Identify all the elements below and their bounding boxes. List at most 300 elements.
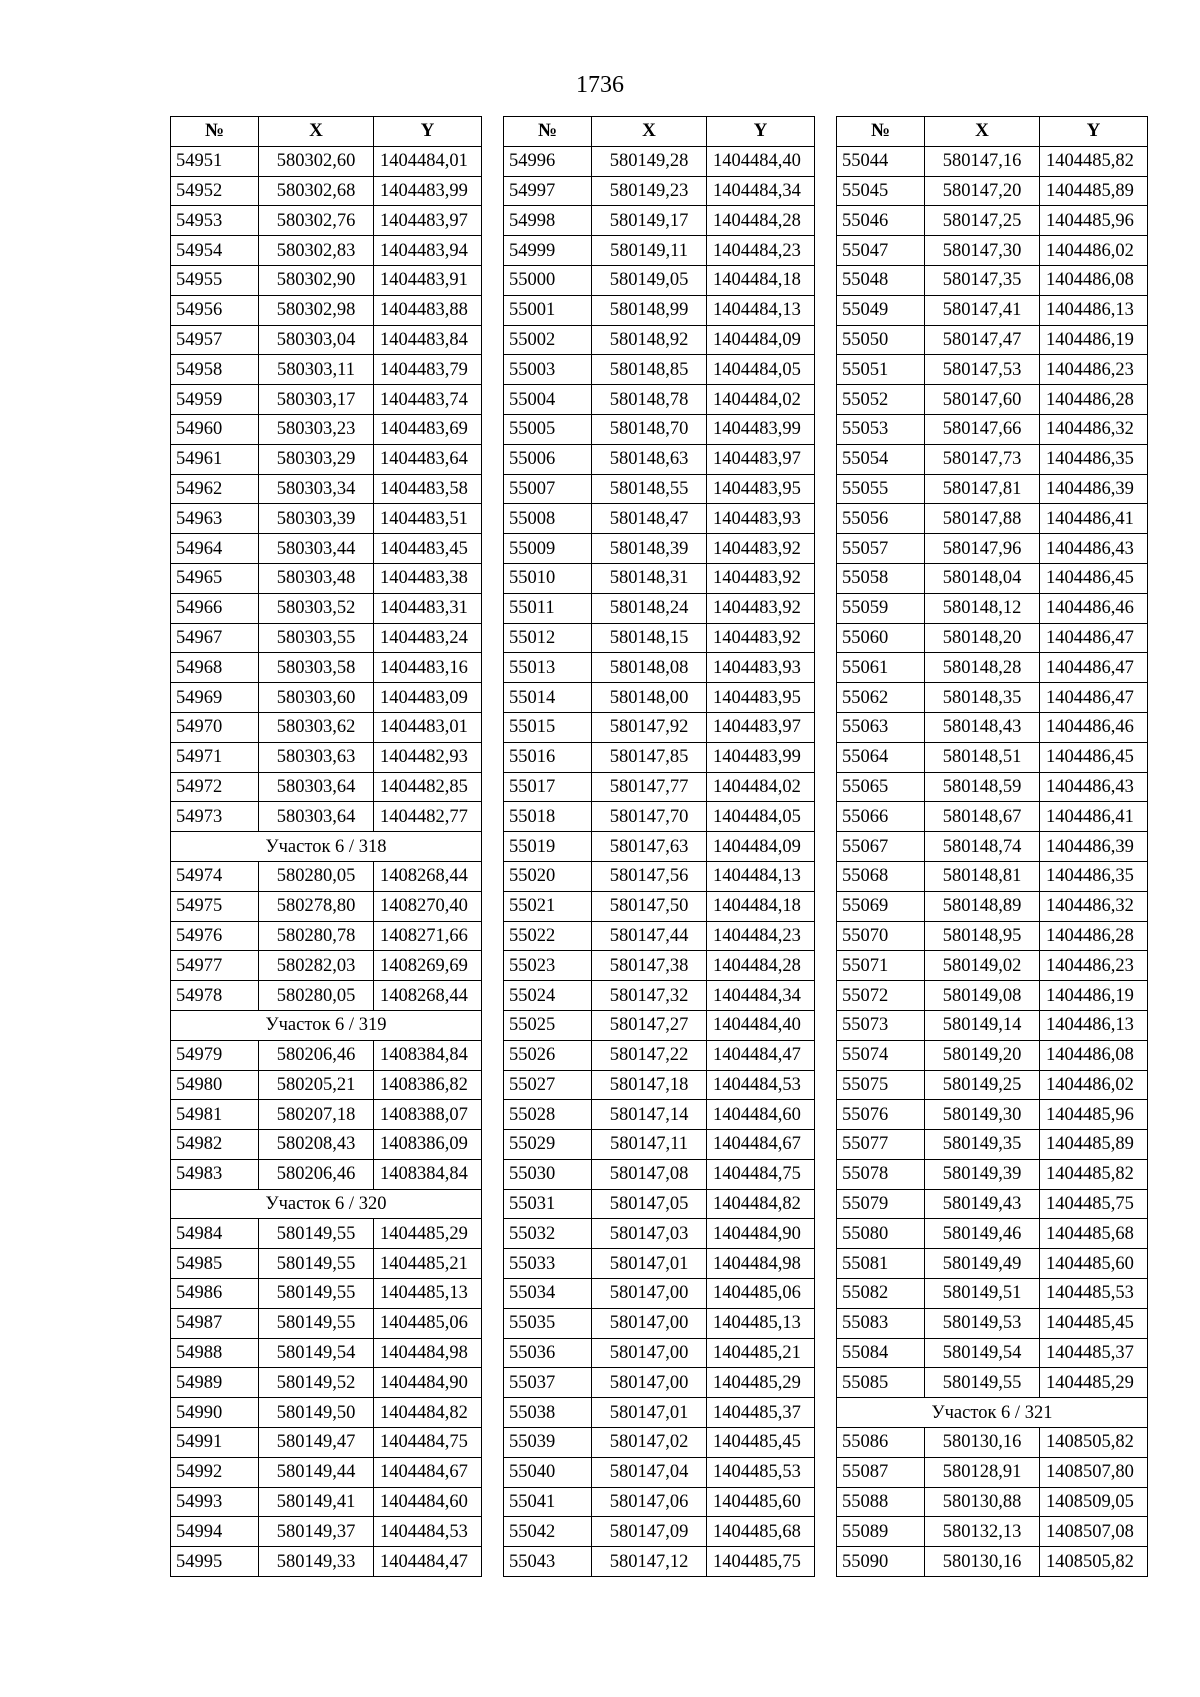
x-coordinate-cell: 580147,53 <box>925 355 1040 385</box>
x-coordinate-cell: 580303,55 <box>259 623 374 653</box>
x-coordinate-cell: 580147,38 <box>592 951 707 981</box>
x-coordinate-cell: 580149,49 <box>925 1249 1040 1279</box>
y-coordinate-cell: 1404483,24 <box>374 623 482 653</box>
x-coordinate-cell: 580148,59 <box>925 772 1040 802</box>
point-number-cell: 54995 <box>171 1547 259 1577</box>
x-coordinate-cell: 580149,52 <box>259 1368 374 1398</box>
table-row <box>837 921 1148 951</box>
table-row <box>837 712 1148 742</box>
x-coordinate-cell: 580280,78 <box>259 921 374 951</box>
table-row <box>504 981 815 1011</box>
y-coordinate-cell: 1404483,95 <box>707 474 815 504</box>
point-number-cell: 55032 <box>504 1219 592 1249</box>
y-coordinate-cell: 1404484,18 <box>707 891 815 921</box>
x-coordinate-cell: 580303,64 <box>259 802 374 832</box>
y-coordinate-cell: 1408384,84 <box>374 1040 482 1070</box>
point-number-cell: 55000 <box>504 265 592 295</box>
point-number-cell: 54961 <box>171 444 259 474</box>
section-label: Участок 6 / 321 <box>837 1398 1148 1428</box>
x-coordinate-cell: 580303,48 <box>259 563 374 593</box>
point-number-cell: 54983 <box>171 1159 259 1189</box>
table-row <box>837 683 1148 713</box>
x-coordinate-cell: 580147,06 <box>592 1487 707 1517</box>
table-row <box>171 414 482 444</box>
y-coordinate-cell: 1404483,64 <box>374 444 482 474</box>
point-number-cell: 55054 <box>837 444 925 474</box>
x-coordinate-cell: 580149,02 <box>925 951 1040 981</box>
y-coordinate-cell: 1408386,09 <box>374 1130 482 1160</box>
table-row <box>837 1308 1148 1338</box>
point-number-cell: 54962 <box>171 474 259 504</box>
point-number-cell: 55052 <box>837 385 925 415</box>
y-coordinate-cell: 1404484,75 <box>374 1428 482 1458</box>
table-row <box>171 325 482 355</box>
x-coordinate-cell: 580147,01 <box>592 1249 707 1279</box>
x-coordinate-cell: 580280,05 <box>259 861 374 891</box>
table-row <box>171 563 482 593</box>
column-header-y: Y <box>1040 117 1148 147</box>
page-number: 1736 <box>576 72 624 98</box>
y-coordinate-cell: 1404485,29 <box>1040 1368 1148 1398</box>
table-body <box>837 146 1148 1576</box>
x-coordinate-cell: 580149,54 <box>925 1338 1040 1368</box>
x-coordinate-cell: 580208,43 <box>259 1130 374 1160</box>
y-coordinate-cell: 1404484,82 <box>374 1398 482 1428</box>
point-number-cell: 54976 <box>171 921 259 951</box>
y-coordinate-cell: 1404485,82 <box>1040 1159 1148 1189</box>
x-coordinate-cell: 580147,44 <box>592 921 707 951</box>
y-coordinate-cell: 1404483,69 <box>374 414 482 444</box>
table-row <box>837 593 1148 623</box>
table-row <box>504 593 815 623</box>
coordinate-table-1 <box>170 116 482 1577</box>
point-number-cell: 54977 <box>171 951 259 981</box>
x-coordinate-cell: 580147,35 <box>925 265 1040 295</box>
column-header-number: № <box>837 117 925 147</box>
x-coordinate-cell: 580147,32 <box>592 981 707 1011</box>
x-coordinate-cell: 580147,77 <box>592 772 707 802</box>
point-number-cell: 54955 <box>171 265 259 295</box>
y-coordinate-cell: 1404484,67 <box>707 1130 815 1160</box>
table-row <box>504 921 815 951</box>
x-coordinate-cell: 580149,55 <box>925 1368 1040 1398</box>
table-row <box>504 1219 815 1249</box>
x-coordinate-cell: 580303,23 <box>259 414 374 444</box>
x-coordinate-cell: 580282,03 <box>259 951 374 981</box>
x-coordinate-cell: 580147,04 <box>592 1457 707 1487</box>
table-row <box>837 1428 1148 1458</box>
table-row <box>837 1487 1148 1517</box>
y-coordinate-cell: 1404485,60 <box>1040 1249 1148 1279</box>
table-row <box>837 832 1148 862</box>
point-number-cell: 55089 <box>837 1517 925 1547</box>
table-row <box>504 951 815 981</box>
table-row <box>837 265 1148 295</box>
y-coordinate-cell: 1404483,92 <box>707 593 815 623</box>
table-row <box>837 742 1148 772</box>
x-coordinate-cell: 580149,35 <box>925 1130 1040 1160</box>
point-number-cell: 54989 <box>171 1368 259 1398</box>
y-coordinate-cell: 1408509,05 <box>1040 1487 1148 1517</box>
table-row <box>171 772 482 802</box>
x-coordinate-cell: 580303,04 <box>259 325 374 355</box>
y-coordinate-cell: 1408384,84 <box>374 1159 482 1189</box>
x-coordinate-cell: 580149,50 <box>259 1398 374 1428</box>
y-coordinate-cell: 1404483,92 <box>707 563 815 593</box>
point-number-cell: 55084 <box>837 1338 925 1368</box>
point-number-cell: 54994 <box>171 1517 259 1547</box>
table-row <box>837 951 1148 981</box>
point-number-cell: 55083 <box>837 1308 925 1338</box>
point-number-cell: 54986 <box>171 1279 259 1309</box>
point-number-cell: 55012 <box>504 623 592 653</box>
point-number-cell: 54974 <box>171 861 259 891</box>
table-row <box>837 1219 1148 1249</box>
y-coordinate-cell: 1404483,74 <box>374 385 482 415</box>
table-row <box>171 1517 482 1547</box>
column-header-number: № <box>171 117 259 147</box>
y-coordinate-cell: 1404483,95 <box>707 683 815 713</box>
point-number-cell: 55048 <box>837 265 925 295</box>
table-row <box>504 206 815 236</box>
point-number-cell: 55076 <box>837 1100 925 1130</box>
table-row <box>504 683 815 713</box>
x-coordinate-cell: 580149,54 <box>259 1338 374 1368</box>
table-row <box>171 206 482 236</box>
y-coordinate-cell: 1404483,88 <box>374 295 482 325</box>
y-coordinate-cell: 1404483,51 <box>374 504 482 534</box>
x-coordinate-cell: 580147,03 <box>592 1219 707 1249</box>
point-number-cell: 55064 <box>837 742 925 772</box>
y-coordinate-cell: 1404486,41 <box>1040 802 1148 832</box>
x-coordinate-cell: 580206,46 <box>259 1040 374 1070</box>
point-number-cell: 55035 <box>504 1308 592 1338</box>
y-coordinate-cell: 1404484,40 <box>707 1010 815 1040</box>
y-coordinate-cell: 1404483,84 <box>374 325 482 355</box>
point-number-cell: 55085 <box>837 1368 925 1398</box>
table-row <box>504 1398 815 1428</box>
point-number-cell: 54954 <box>171 236 259 266</box>
x-coordinate-cell: 580149,55 <box>259 1249 374 1279</box>
x-coordinate-cell: 580149,25 <box>925 1070 1040 1100</box>
table-row <box>837 1368 1148 1398</box>
table-row <box>504 1040 815 1070</box>
table-body <box>171 146 482 1576</box>
x-coordinate-cell: 580302,76 <box>259 206 374 236</box>
x-coordinate-cell: 580303,58 <box>259 653 374 683</box>
table-row <box>504 1070 815 1100</box>
table-row <box>504 474 815 504</box>
point-number-cell: 54992 <box>171 1457 259 1487</box>
column-header-x: X <box>592 117 707 147</box>
y-coordinate-cell: 1404485,13 <box>707 1308 815 1338</box>
table-row <box>504 385 815 415</box>
point-number-cell: 55045 <box>837 176 925 206</box>
y-coordinate-cell: 1404485,37 <box>1040 1338 1148 1368</box>
y-coordinate-cell: 1404486,28 <box>1040 921 1148 951</box>
point-number-cell: 54978 <box>171 981 259 1011</box>
x-coordinate-cell: 580148,89 <box>925 891 1040 921</box>
point-number-cell: 54965 <box>171 563 259 593</box>
x-coordinate-cell: 580149,14 <box>925 1010 1040 1040</box>
point-number-cell: 55046 <box>837 206 925 236</box>
table-row <box>837 295 1148 325</box>
table-row <box>504 861 815 891</box>
point-number-cell: 54953 <box>171 206 259 236</box>
x-coordinate-cell: 580148,67 <box>925 802 1040 832</box>
x-coordinate-cell: 580147,66 <box>925 414 1040 444</box>
y-coordinate-cell: 1404483,99 <box>707 742 815 772</box>
point-number-cell: 55031 <box>504 1189 592 1219</box>
table-row <box>504 1428 815 1458</box>
y-coordinate-cell: 1408505,82 <box>1040 1428 1148 1458</box>
y-coordinate-cell: 1404486,35 <box>1040 444 1148 474</box>
section-row <box>171 1010 482 1040</box>
y-coordinate-cell: 1404484,90 <box>374 1368 482 1398</box>
x-coordinate-cell: 580207,18 <box>259 1100 374 1130</box>
table-row <box>504 146 815 176</box>
y-coordinate-cell: 1408507,80 <box>1040 1457 1148 1487</box>
x-coordinate-cell: 580148,24 <box>592 593 707 623</box>
x-coordinate-cell: 580149,55 <box>259 1219 374 1249</box>
table-row <box>504 295 815 325</box>
table-row <box>171 623 482 653</box>
point-number-cell: 55041 <box>504 1487 592 1517</box>
table-row <box>837 1547 1148 1577</box>
x-coordinate-cell: 580149,23 <box>592 176 707 206</box>
point-number-cell: 55082 <box>837 1279 925 1309</box>
y-coordinate-cell: 1404485,29 <box>707 1368 815 1398</box>
table-row <box>504 534 815 564</box>
point-number-cell: 55027 <box>504 1070 592 1100</box>
y-coordinate-cell: 1404486,02 <box>1040 236 1148 266</box>
y-coordinate-cell: 1404484,05 <box>707 355 815 385</box>
y-coordinate-cell: 1404484,02 <box>707 385 815 415</box>
point-number-cell: 55034 <box>504 1279 592 1309</box>
y-coordinate-cell: 1404486,13 <box>1040 295 1148 325</box>
x-coordinate-cell: 580147,00 <box>592 1308 707 1338</box>
x-coordinate-cell: 580149,30 <box>925 1100 1040 1130</box>
table-row <box>171 265 482 295</box>
point-number-cell: 55006 <box>504 444 592 474</box>
table-row <box>837 385 1148 415</box>
y-coordinate-cell: 1404483,99 <box>707 414 815 444</box>
y-coordinate-cell: 1404484,13 <box>707 295 815 325</box>
point-number-cell: 54973 <box>171 802 259 832</box>
x-coordinate-cell: 580128,91 <box>925 1457 1040 1487</box>
table-row <box>171 1308 482 1338</box>
y-coordinate-cell: 1404484,28 <box>707 951 815 981</box>
table-row <box>837 504 1148 534</box>
y-coordinate-cell: 1408505,82 <box>1040 1547 1148 1577</box>
x-coordinate-cell: 580132,13 <box>925 1517 1040 1547</box>
table-row <box>504 1159 815 1189</box>
x-coordinate-cell: 580148,63 <box>592 444 707 474</box>
point-number-cell: 54972 <box>171 772 259 802</box>
x-coordinate-cell: 580149,55 <box>259 1308 374 1338</box>
point-number-cell: 55044 <box>837 146 925 176</box>
point-number-cell: 54979 <box>171 1040 259 1070</box>
point-number-cell: 54996 <box>504 146 592 176</box>
point-number-cell: 55042 <box>504 1517 592 1547</box>
section-row <box>171 832 482 862</box>
table-row <box>171 742 482 772</box>
point-number-cell: 55061 <box>837 653 925 683</box>
point-number-cell: 54958 <box>171 355 259 385</box>
table-row <box>837 325 1148 355</box>
y-coordinate-cell: 1404484,67 <box>374 1457 482 1487</box>
table-row <box>504 891 815 921</box>
y-coordinate-cell: 1404483,58 <box>374 474 482 504</box>
y-coordinate-cell: 1404484,47 <box>707 1040 815 1070</box>
y-coordinate-cell: 1404486,45 <box>1040 742 1148 772</box>
y-coordinate-cell: 1404484,09 <box>707 325 815 355</box>
x-coordinate-cell: 580147,22 <box>592 1040 707 1070</box>
y-coordinate-cell: 1404485,37 <box>707 1398 815 1428</box>
table-row <box>171 1100 482 1130</box>
x-coordinate-cell: 580147,96 <box>925 534 1040 564</box>
point-number-cell: 55058 <box>837 563 925 593</box>
x-coordinate-cell: 580149,11 <box>592 236 707 266</box>
table-row <box>837 1040 1148 1070</box>
table-row <box>171 1368 482 1398</box>
x-coordinate-cell: 580147,11 <box>592 1130 707 1160</box>
point-number-cell: 54970 <box>171 712 259 742</box>
point-number-cell: 54966 <box>171 593 259 623</box>
y-coordinate-cell: 1404484,23 <box>707 236 815 266</box>
y-coordinate-cell: 1404483,97 <box>707 444 815 474</box>
x-coordinate-cell: 580303,29 <box>259 444 374 474</box>
table-row <box>837 891 1148 921</box>
point-number-cell: 54951 <box>171 146 259 176</box>
x-coordinate-cell: 580147,47 <box>925 325 1040 355</box>
x-coordinate-cell: 580147,18 <box>592 1070 707 1100</box>
point-number-cell: 55022 <box>504 921 592 951</box>
table-row <box>504 742 815 772</box>
point-number-cell: 54971 <box>171 742 259 772</box>
table-row <box>171 1398 482 1428</box>
x-coordinate-cell: 580130,16 <box>925 1428 1040 1458</box>
x-coordinate-cell: 580147,00 <box>592 1279 707 1309</box>
y-coordinate-cell: 1404485,45 <box>1040 1308 1148 1338</box>
x-coordinate-cell: 580148,20 <box>925 623 1040 653</box>
point-number-cell: 55050 <box>837 325 925 355</box>
point-number-cell: 55003 <box>504 355 592 385</box>
y-coordinate-cell: 1404486,19 <box>1040 325 1148 355</box>
table-row <box>171 861 482 891</box>
table-body <box>504 146 815 1576</box>
x-coordinate-cell: 580149,51 <box>925 1279 1040 1309</box>
y-coordinate-cell: 1404484,23 <box>707 921 815 951</box>
table-row <box>171 295 482 325</box>
table-row <box>171 981 482 1011</box>
x-coordinate-cell: 580148,31 <box>592 563 707 593</box>
x-coordinate-cell: 580148,00 <box>592 683 707 713</box>
y-coordinate-cell: 1404485,82 <box>1040 146 1148 176</box>
y-coordinate-cell: 1404485,53 <box>707 1457 815 1487</box>
table-row <box>504 802 815 832</box>
table-row <box>504 236 815 266</box>
point-number-cell: 55036 <box>504 1338 592 1368</box>
y-coordinate-cell: 1404483,01 <box>374 712 482 742</box>
x-coordinate-cell: 580147,02 <box>592 1428 707 1458</box>
x-coordinate-cell: 580148,47 <box>592 504 707 534</box>
x-coordinate-cell: 580148,51 <box>925 742 1040 772</box>
y-coordinate-cell: 1404484,53 <box>707 1070 815 1100</box>
point-number-cell: 55070 <box>837 921 925 951</box>
y-coordinate-cell: 1404484,82 <box>707 1189 815 1219</box>
y-coordinate-cell: 1404486,02 <box>1040 1070 1148 1100</box>
x-coordinate-cell: 580147,60 <box>925 385 1040 415</box>
y-coordinate-cell: 1404483,45 <box>374 534 482 564</box>
point-number-cell: 54988 <box>171 1338 259 1368</box>
point-number-cell: 55077 <box>837 1130 925 1160</box>
table-row <box>837 444 1148 474</box>
table-row <box>837 176 1148 206</box>
x-coordinate-cell: 580147,01 <box>592 1398 707 1428</box>
y-coordinate-cell: 1404484,47 <box>374 1547 482 1577</box>
y-coordinate-cell: 1404485,06 <box>374 1308 482 1338</box>
x-coordinate-cell: 580147,05 <box>592 1189 707 1219</box>
x-coordinate-cell: 580147,30 <box>925 236 1040 266</box>
x-coordinate-cell: 580149,41 <box>259 1487 374 1517</box>
table-row <box>504 1249 815 1279</box>
x-coordinate-cell: 580149,46 <box>925 1219 1040 1249</box>
y-coordinate-cell: 1404486,23 <box>1040 355 1148 385</box>
y-coordinate-cell: 1404483,97 <box>374 206 482 236</box>
point-number-cell: 54952 <box>171 176 259 206</box>
y-coordinate-cell: 1404485,45 <box>707 1428 815 1458</box>
point-number-cell: 55043 <box>504 1547 592 1577</box>
table-row <box>504 176 815 206</box>
point-number-cell: 55038 <box>504 1398 592 1428</box>
y-coordinate-cell: 1404486,47 <box>1040 683 1148 713</box>
section-row <box>837 1398 1148 1428</box>
table-row <box>504 1487 815 1517</box>
y-coordinate-cell: 1404486,43 <box>1040 534 1148 564</box>
x-coordinate-cell: 580303,17 <box>259 385 374 415</box>
table-row <box>504 1189 815 1219</box>
table-row <box>504 1130 815 1160</box>
table-row <box>837 236 1148 266</box>
table-row <box>837 355 1148 385</box>
coordinate-table-2 <box>503 116 815 1577</box>
point-number-cell: 55014 <box>504 683 592 713</box>
table-row <box>504 444 815 474</box>
coordinate-table-3 <box>836 116 1148 1577</box>
x-coordinate-cell: 580147,63 <box>592 832 707 862</box>
table-row <box>504 653 815 683</box>
table-row <box>837 1100 1148 1130</box>
x-coordinate-cell: 580278,80 <box>259 891 374 921</box>
point-number-cell: 55004 <box>504 385 592 415</box>
point-number-cell: 55053 <box>837 414 925 444</box>
table-row <box>171 712 482 742</box>
point-number-cell: 55009 <box>504 534 592 564</box>
point-number-cell: 54975 <box>171 891 259 921</box>
point-number-cell: 54963 <box>171 504 259 534</box>
y-coordinate-cell: 1404485,96 <box>1040 206 1148 236</box>
point-number-cell: 55008 <box>504 504 592 534</box>
table-row <box>171 653 482 683</box>
y-coordinate-cell: 1404484,13 <box>707 861 815 891</box>
y-coordinate-cell: 1408270,40 <box>374 891 482 921</box>
x-coordinate-cell: 580148,85 <box>592 355 707 385</box>
y-coordinate-cell: 1404483,09 <box>374 683 482 713</box>
section-label: Участок 6 / 320 <box>171 1189 482 1219</box>
y-coordinate-cell: 1404485,75 <box>1040 1189 1148 1219</box>
table-row <box>837 1189 1148 1219</box>
